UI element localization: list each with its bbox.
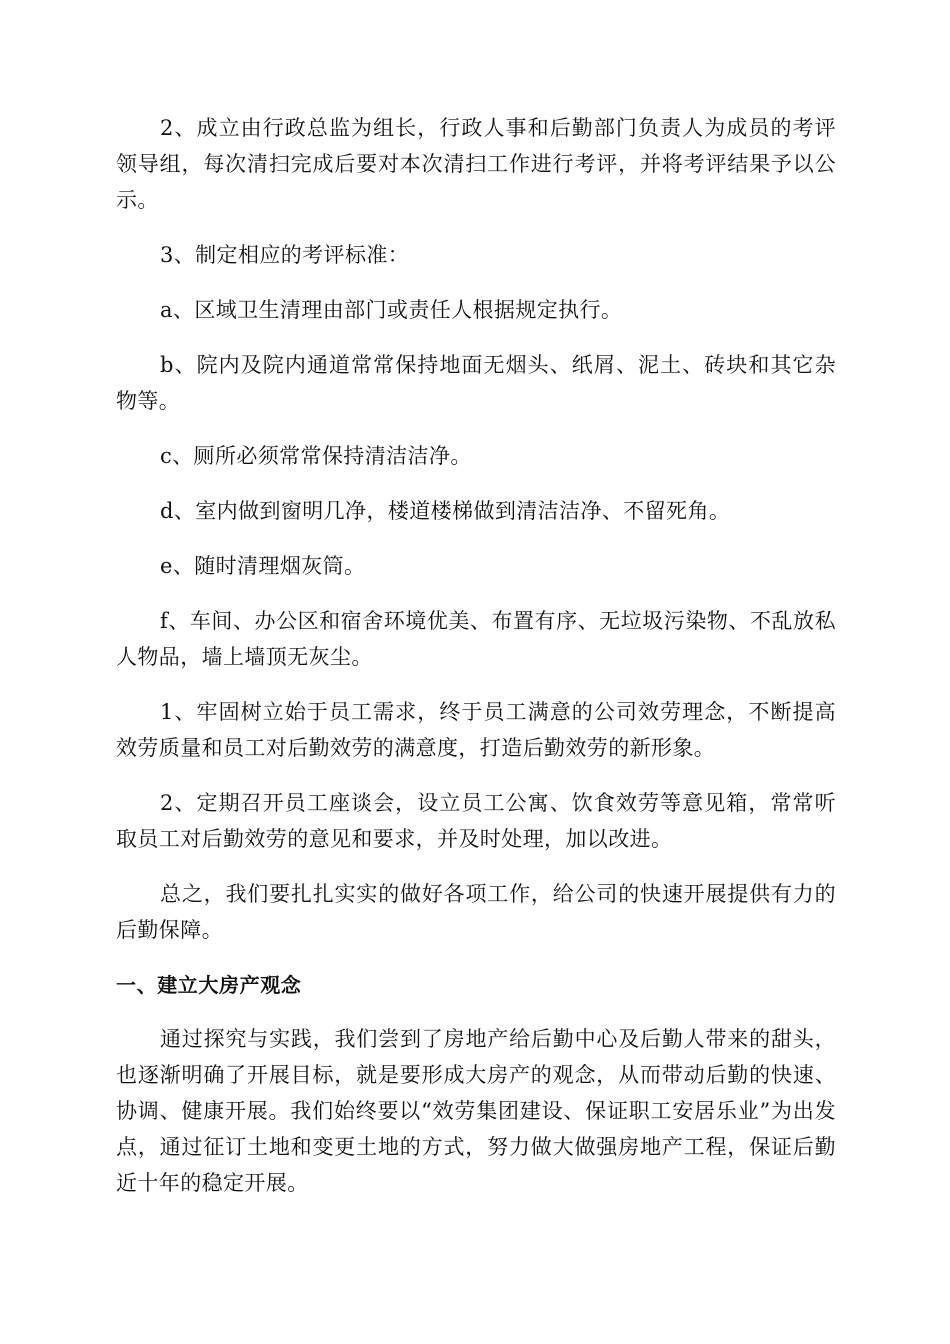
- paragraph-staff-forum: 2、定期召开员工座谈会，设立员工公寓、饮食效劳等意见箱，常常听取员工对后勤效劳的意见和要求，并及时处理，加以改进。: [116, 791, 836, 851]
- document-body: [116, 110, 836, 1220]
- paragraph-standard-c: c、厕所必须常常保持清洁洁净。: [160, 444, 472, 468]
- paragraph-evaluation-standards: 3、制定相应的考评标准：: [160, 243, 410, 267]
- paragraph-standard-b: b、院内及院内通道常常保持地面无烟头、纸屑、泥土、砖块和其它杂物等。: [116, 353, 836, 413]
- paragraph-standard-f: f、车间、办公区和宿舍环境优美、布置有序、无垃圾污染物、不乱放私人物品，墙上墙顶无灰尘。: [116, 609, 836, 669]
- paragraph-standard-a: a、区域卫生清理由部门或责任人根据规定执行。: [160, 298, 623, 322]
- paragraph-standard-d: d、室内做到窗明几净，楼道楼梯做到清洁洁净、不留死角。: [160, 499, 731, 523]
- paragraph-summary: 总之，我们要扎扎实实的做好各项工作，给公司的快速开展提供有力的后勤保障。: [116, 882, 836, 942]
- paragraph-real-estate: 通过探究与实践，我们尝到了房地产给后勤中心及后勤人带来的甜头，也逐渐明确了开展目标，就是要形成大房产的观念，从而带动后勤的快速、协调、健康开展。我们始终要以“效劳集团建设、保证职工安居乐业”为出发点，通过征订土地和变更土地的方式，努力做大做强房地产工程，保证后勤近十年的稳定开展。: [116, 1027, 836, 1195]
- section-heading: 一、建立大房产观念: [116, 973, 302, 997]
- paragraph-evaluation-group: 2、成立由行政总监为组长，行政人事和后勤部门负责人为成员的考评领导组，每次清扫完成后要对本次清扫工作进行考评，并将考评结果予以公示。: [116, 116, 836, 212]
- paragraph-standard-e: e、随时清理烟灰筒。: [160, 554, 366, 578]
- paragraph-service-concept: 1、牢固树立始于员工需求，终于员工满意的公司效劳理念，不断提高效劳质量和员工对后勤效劳的满意度，打造后勤效劳的新形象。: [116, 700, 836, 760]
